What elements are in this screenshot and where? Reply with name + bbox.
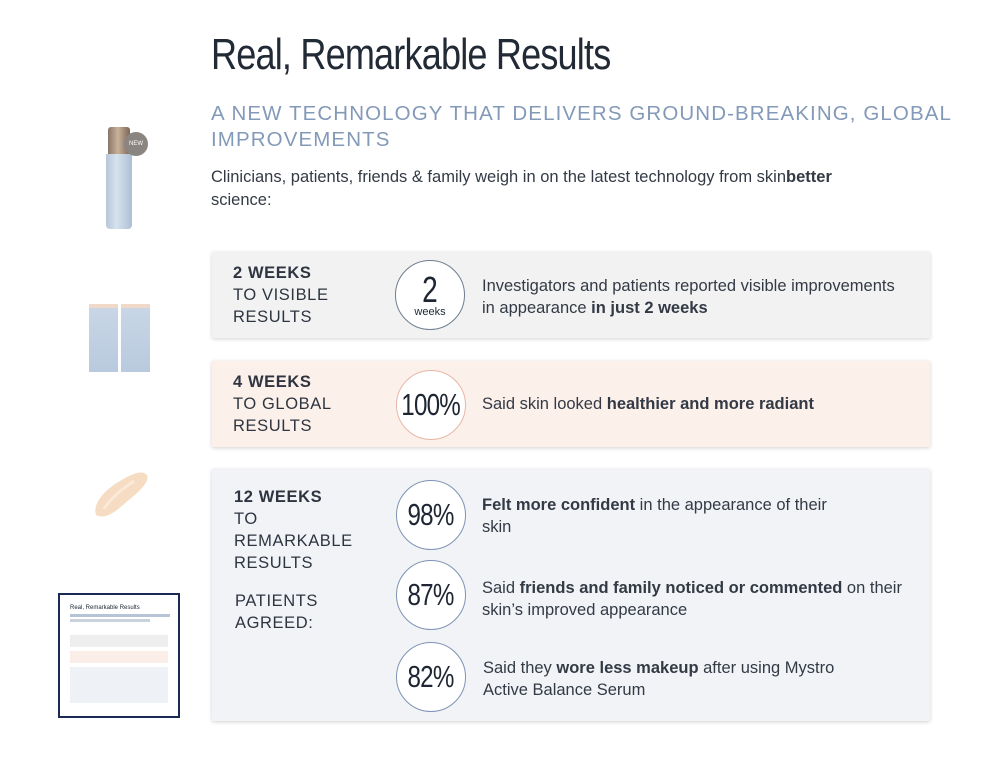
card2-text-plain: Said skin looked [482,395,607,413]
page-subtitle: A NEW TECHNOLOGY THAT DELIVERS GROUND-BREAKING, GLOBAL IMPROVEMENTS [211,102,952,151]
cream-swatch-image [90,467,150,523]
card1-stat-circle [395,260,465,330]
card2-circle-value: 100% [401,387,461,422]
stat-bold: friends and family noticed or commented [519,579,843,597]
intro-brand-bold: better [786,168,832,186]
stat-prefix: Said they [483,659,557,677]
preview-card [70,667,168,703]
preview-intro-bar [70,619,150,622]
preview-card [70,635,168,647]
card1-stat-text [482,275,902,319]
product-box [89,304,118,372]
card3-stat-circle-87 [396,560,466,630]
card3-weeks-label [234,486,353,574]
intro-suffix: science: [211,191,272,209]
page-preview-thumbnail-selected[interactable] [58,593,180,718]
card3-agreed-line2: AGREED: [235,614,314,632]
new-badge: NEW [124,132,148,156]
stat-rest: after using Mystro Active Balance Serum [483,659,835,699]
serum-bottle-thumbnail[interactable] [104,127,146,229]
bottle-body [106,154,132,229]
page-title: Real, Remarkable Results [211,30,611,79]
card2-text-bold: healthier and more radiant [606,395,814,413]
stat-rest: in the appearance of their skin [482,496,827,536]
card1-circle-unit: weeks [414,305,446,318]
card3-weeks-line2: TO [234,510,258,528]
card1-text-plain: Investigators and patients reported visible improvements in appearance [482,277,895,317]
card1-weeks-line3: RESULTS [233,308,313,326]
intro-text [211,166,891,212]
card2-weeks-label [233,371,332,437]
product-box [121,304,150,372]
card2-weeks-line2: TO GLOBAL [233,395,332,413]
stat-value: 87% [407,577,455,612]
card2-stat-circle [396,370,466,440]
card3-weeks-line3: REMARKABLE [234,532,353,550]
preview-title: Real, Remarkable Results [70,605,140,611]
card3-stat-text-82 [483,657,863,701]
cream-swatch-thumbnail[interactable] [90,467,150,523]
card1-circle-value: 2 [422,268,438,310]
card3-stat-text-98 [482,494,842,538]
stat-value: 98% [407,497,455,532]
card3-weeks-line4: RESULTS [234,554,314,572]
stat-rest: on their skin’s improved appearance [482,579,902,619]
stat-bold: Felt more confident [482,496,636,514]
card3-agreed-line1: PATIENTS [235,592,319,610]
preview-subtitle-bar [70,614,170,617]
card3-agreed-label [235,590,318,634]
preview-card [70,651,168,663]
card1-weeks-label [233,262,329,328]
card2-weeks-line3: RESULTS [233,417,313,435]
intro-prefix: Clinicians, patients, friends & family weigh in on the latest technology from skin [211,168,787,186]
stat-bold: wore less makeup [556,659,699,677]
card3-stat-text-87 [482,577,922,621]
card3-weeks-line1: 12 WEEKS [234,488,323,506]
card1-weeks-line2: TO VISIBLE [233,286,329,304]
card3-stat-circle-98 [396,480,466,550]
stat-value: 82% [407,659,455,694]
product-boxes-thumbnail[interactable] [89,304,151,372]
card2-stat-text [482,393,902,415]
stat-prefix: Said [482,579,520,597]
card1-weeks-line1: 2 WEEKS [233,264,312,282]
card3-stat-circle-82 [396,642,466,712]
card2-weeks-line1: 4 WEEKS [233,373,312,391]
card1-text-bold: in just 2 weeks [591,299,708,317]
